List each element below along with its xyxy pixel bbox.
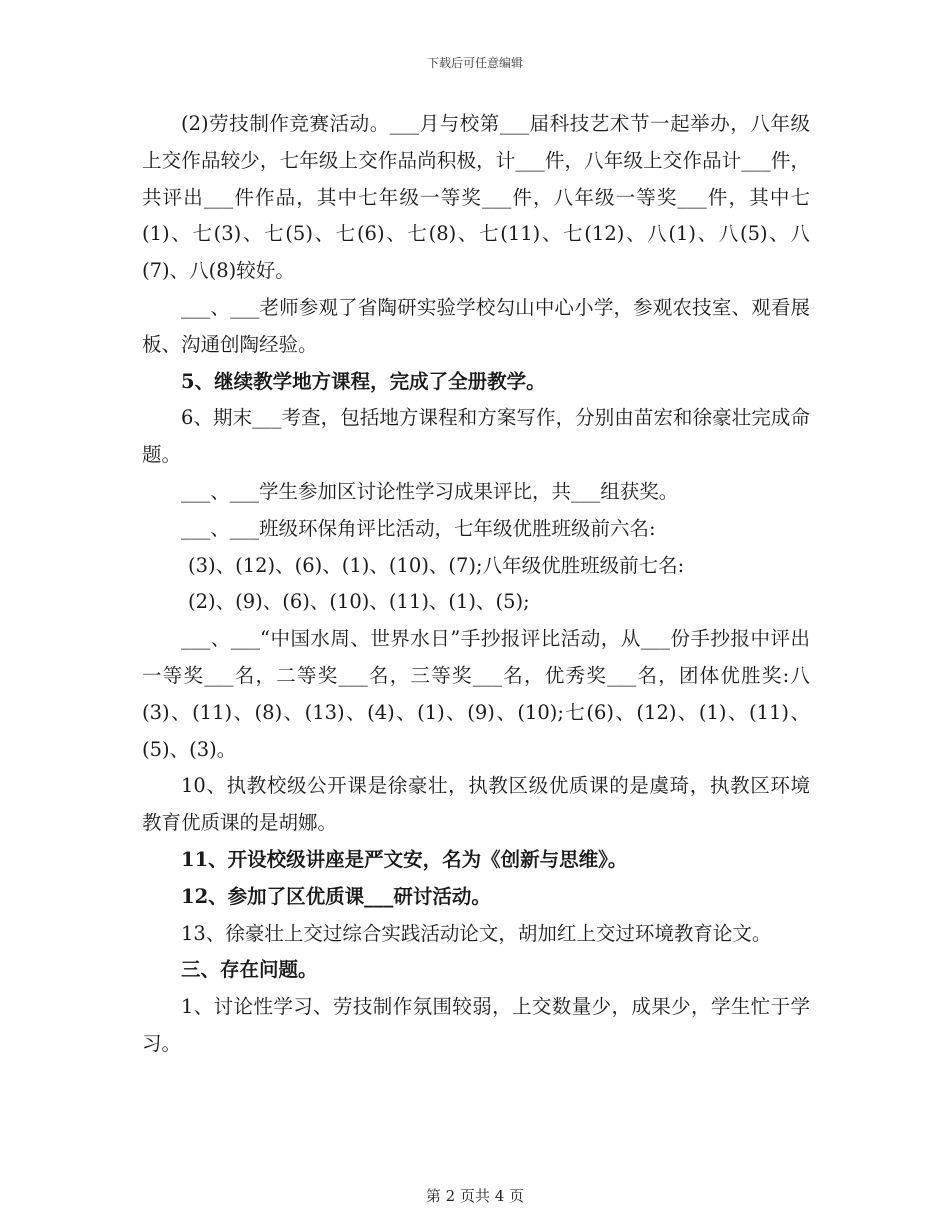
paragraph-labor-competition: (2)劳技制作竞赛活动。___月与校第___届科技艺术节一起举办，八年级上交作品较少，七年级上交作品尚积极，计___件，八年级上交作品计___件，共评出___件作品，其中七年级一等奖___件，八年级一等奖___件，其中七(1)、七(3)、七(5)、七(6)、七(8)、七(11)、七(12)、八(1)、八(5)、八(7)、八(8)较好。 (142, 112, 810, 283)
section-heading-problems: 三、存在问题。 (181, 958, 318, 982)
paragraph-item-11: 11、开设校级讲座是严文安，名为《创新与思维》。 (181, 847, 628, 871)
paragraph-water-day-contest: ___、___“中国水周、世界水日”手抄报评比活动，从___份手抄报中评出一等奖___名，二等奖___名，三等奖___名，优秀奖___名，团体优胜奖:八(3)、(11)、(8)、(13)、(4)、(1)、(9)、(10);七(6)、(12)、(1)、(11)、(5)、(3)。 (142, 627, 810, 761)
page-footer: 第 2 页共 4 页 (425, 1187, 525, 1205)
page-header: 下载后可任意编辑 (426, 56, 523, 70)
paragraph-item-5: 5、继续教学地方课程，完成了全册教学。 (181, 369, 546, 393)
paragraph-eco-corner: ___、___班级环保角评比活动，七年级优胜班级前六名: (181, 516, 656, 540)
paragraph-item-13: 13、徐豪壮上交过综合实践活动论文，胡加红上交过环境教育论文。 (181, 921, 772, 945)
paragraph-item-12: 12、参加了区优质课___研讨活动。 (181, 884, 491, 908)
paragraph-problem-1: 1、讨论性学习、劳技制作氛围较弱，上交数量少，成果少，学生忙于学习。 (142, 995, 810, 1055)
paragraph-item-6: 6、期末___考查，包括地方课程和方案写作，分别由苗宏和徐豪壮完成命题。 (142, 406, 810, 467)
paragraph-item-10: 10、执教校级公开课是徐豪壮，执教区级优质课的是虞琦，执教区环境教育优质课的是胡娜。 (142, 774, 810, 835)
paragraph-teacher-visit: ___、___老师参观了省陶研实验学校勾山中心小学，参观农技室、观看展板、沟通创陶经验。 (142, 295, 810, 356)
paragraph-research-award: ___、___学生参加区讨论性学习成果评比，共___组获奖。 (181, 479, 679, 503)
paragraph-grade8-winners: (2)、(9)、(6)、(10)、(11)、(1)、(5); (188, 590, 530, 614)
paragraph-grade7-winners: (3)、(12)、(6)、(1)、(10)、(7);八年级优胜班级前七名: (188, 553, 685, 577)
document-body (142, 106, 810, 1063)
